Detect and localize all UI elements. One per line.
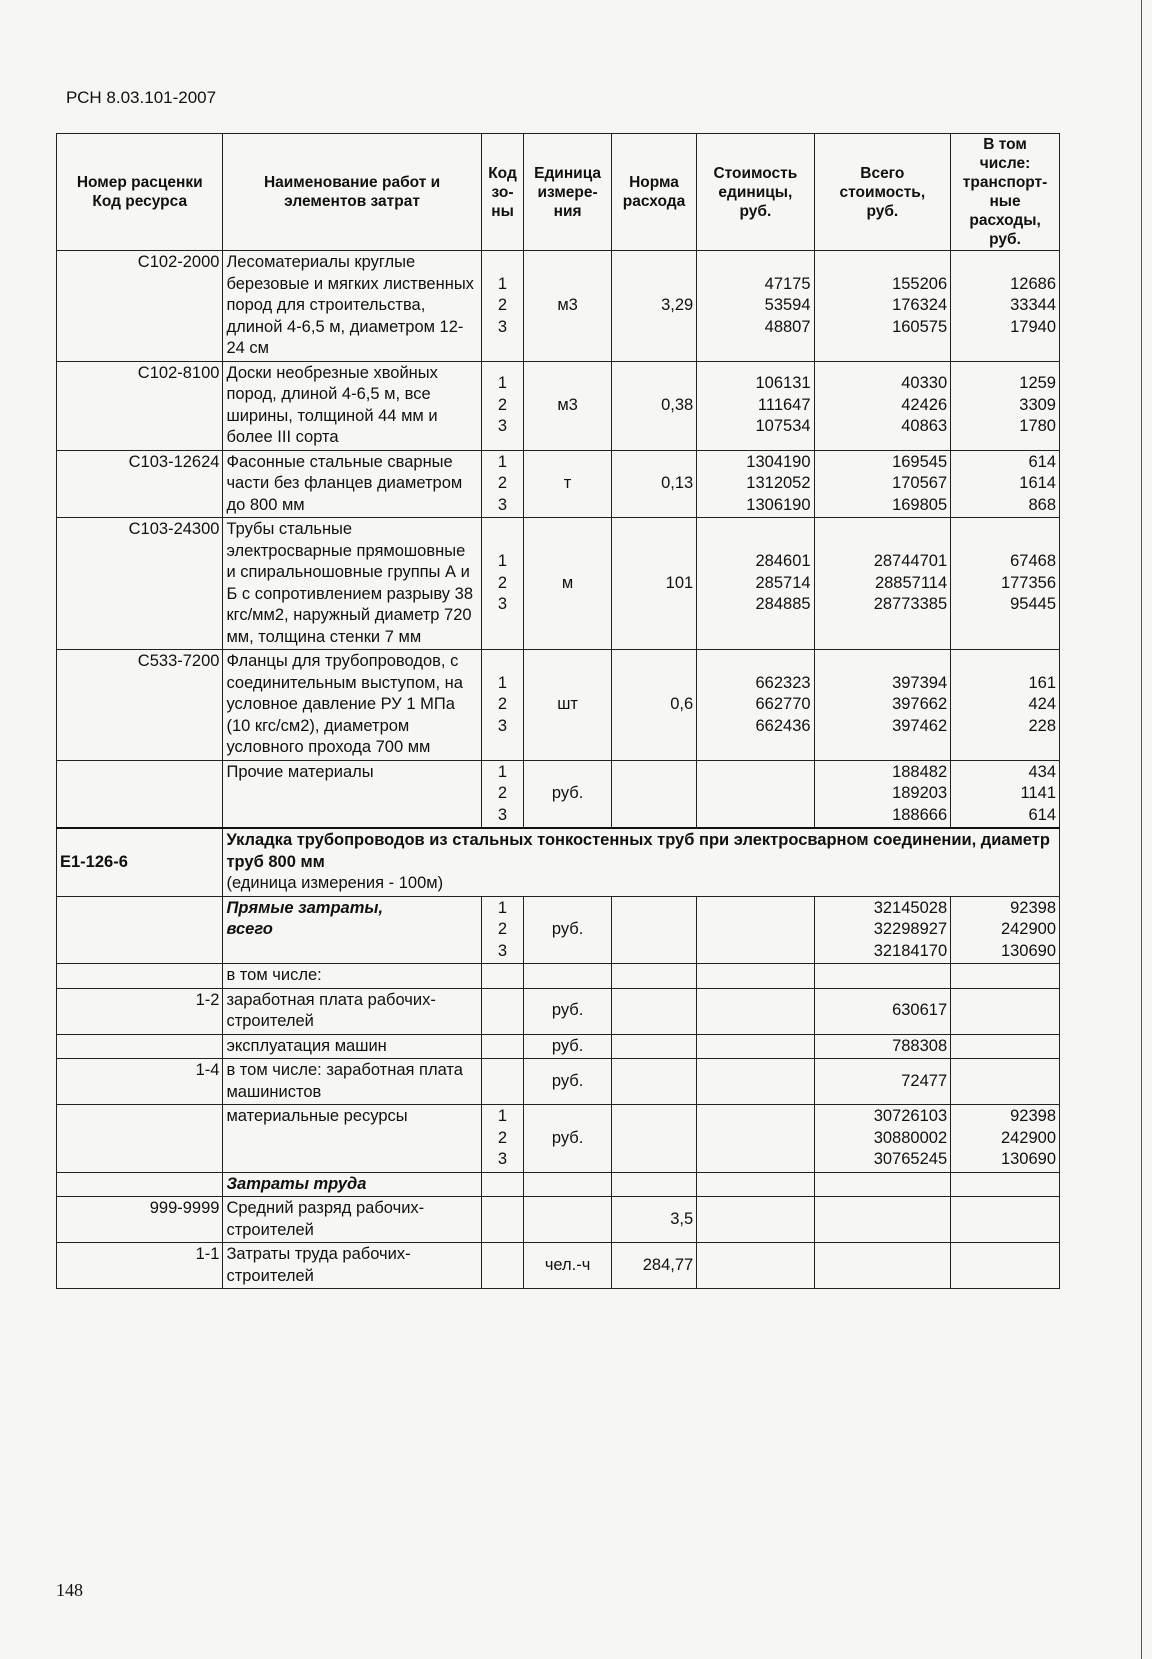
zone-codes: 1 2 3	[481, 518, 524, 650]
unit: руб.	[524, 1034, 611, 1059]
unit: м3	[524, 361, 611, 450]
transport-cost: 434 1141 614	[951, 760, 1060, 828]
price-table	[56, 133, 1060, 1289]
unit: руб.	[524, 760, 611, 828]
transport-cost: 614 1614 868	[951, 450, 1060, 518]
resource-name: Доски необрезные хвойных пород, длиной 4-6,5 м, все ширины, толщиной 44 мм и более III сорта	[223, 361, 481, 450]
zone-codes: 1 2 3	[481, 760, 524, 828]
resource-name: Лесоматериалы круглые березовые и мягких лиственных пород для строительства, длиной 4-6,5 м, диаметром 12-24 см	[223, 251, 481, 362]
total-cost: 28744701 28857114 28773385	[814, 518, 951, 650]
norm: 3,29	[611, 251, 696, 362]
section-unit-note: (единица измерения - 100м)	[226, 874, 444, 892]
total-cost: 40330 42426 40863	[814, 361, 951, 450]
table-row	[57, 988, 1060, 1034]
including-label: в том числе:	[223, 964, 481, 989]
table-row	[57, 361, 1060, 450]
table-row	[57, 1059, 1060, 1105]
total-cost: 72477	[814, 1059, 951, 1105]
zone-codes: 1 2 3	[481, 1105, 524, 1173]
total-cost: 788308	[814, 1034, 951, 1059]
zone-codes: 1 2 3	[481, 650, 524, 761]
norm	[611, 760, 696, 828]
zone-codes: 1 2 3	[481, 361, 524, 450]
resource-code: С102-2000	[57, 251, 223, 362]
table-row	[57, 650, 1060, 761]
column-header-total: Всего стоимость, руб.	[814, 134, 951, 251]
table-row	[57, 964, 1060, 989]
resource-code: С103-12624	[57, 450, 223, 518]
total-cost: 630617	[814, 988, 951, 1034]
cost-item-name: материальные ресурсы	[223, 1105, 481, 1173]
document-code: РСН 8.03.101-2007	[66, 88, 217, 107]
norm: 3,5	[611, 1197, 696, 1243]
unit-cost: 662323 662770 662436	[697, 650, 814, 761]
total-cost: 397394 397662 397462	[814, 650, 951, 761]
resource-code: 1-1	[57, 1243, 223, 1289]
transport-cost: 1259 3309 1780	[951, 361, 1060, 450]
column-header-transport: В том числе: транспорт- ные расходы, руб.	[951, 134, 1060, 251]
transport-cost: 12686 33344 17940	[951, 251, 1060, 362]
column-header-norm: Норма расхода	[611, 134, 696, 251]
table-row	[57, 1034, 1060, 1059]
unit: руб.	[524, 896, 611, 964]
column-header-code: Номер расценки Код ресурса	[57, 134, 223, 251]
total-cost: 188482 189203 188666	[814, 760, 951, 828]
unit: руб.	[524, 1059, 611, 1105]
unit-cost: 284601 285714 284885	[697, 518, 814, 650]
section-title: Укладка трубопроводов из стальных тонкостенных труб при электросварном соединении, диаметр труб 800 мм	[226, 831, 1050, 871]
resource-code: С103-24300	[57, 518, 223, 650]
unit-cost: 1304190 1312052 1306190	[697, 450, 814, 518]
norm: 0,6	[611, 650, 696, 761]
table-row	[57, 1172, 1060, 1197]
unit: шт	[524, 650, 611, 761]
column-header-unit: Единица измере- ния	[524, 134, 611, 251]
zone-codes: 1 2 3	[481, 896, 524, 964]
table-row	[57, 1243, 1060, 1289]
column-header-unit-cost: Стоимость единицы, руб.	[697, 134, 814, 251]
transport-cost: 92398 242900 130690	[951, 896, 1060, 964]
unit: м	[524, 518, 611, 650]
table-row	[57, 251, 1060, 362]
unit: руб.	[524, 1105, 611, 1173]
resource-code: 999-9999	[57, 1197, 223, 1243]
table-header-row	[57, 134, 1060, 251]
page-number: 148	[56, 1580, 83, 1600]
total-cost: 30726103 30880002 30765245	[814, 1105, 951, 1173]
zone-codes: 1 2 3	[481, 450, 524, 518]
direct-costs-label: Прямые затраты, всего	[223, 896, 481, 964]
resource-code: С102-8100	[57, 361, 223, 450]
cost-item-name: в том числе: заработная плата машинистов	[223, 1059, 481, 1105]
total-cost: 169545 170567 169805	[814, 450, 951, 518]
norm: 0,13	[611, 450, 696, 518]
norm: 284,77	[611, 1243, 696, 1289]
unit-cost	[697, 760, 814, 828]
table-row	[57, 518, 1060, 650]
column-header-zone: Код зо- ны	[481, 134, 524, 251]
labor-heading: Затраты труда	[223, 1172, 481, 1197]
resource-name: Трубы стальные электросварные прямошовные и спиральношовные группы А и Б с сопротивлением разрыву 38 кгс/мм2, наружный диаметр 720 мм, толщина стенки 7 мм	[223, 518, 481, 650]
resource-code: 1-2	[57, 988, 223, 1034]
zone-codes: 1 2 3	[481, 251, 524, 362]
resource-name: Фасонные стальные сварные части без фланцев диаметром до 800 мм	[223, 450, 481, 518]
total-cost: 155206 176324 160575	[814, 251, 951, 362]
transport-cost: 92398 242900 130690	[951, 1105, 1060, 1173]
unit-cost: 106131 111647 107534	[697, 361, 814, 450]
section-header-row	[57, 828, 1060, 896]
table-row	[57, 760, 1060, 828]
cost-item-name: Затраты труда рабочих-строителей	[223, 1243, 481, 1289]
total-cost: 32145028 32298927 32184170	[814, 896, 951, 964]
norm: 0,38	[611, 361, 696, 450]
page-edge-line	[1141, 0, 1142, 1659]
section-code: Е1-126-6	[57, 828, 223, 896]
column-header-name: Наименование работ и элементов затрат	[223, 134, 481, 251]
transport-cost: 67468 177356 95445	[951, 518, 1060, 650]
resource-name: Фланцы для трубопроводов, с соединительным выступом, на условное давление РУ 1 МПа (10 кгс/см2), диаметром условного прохода 700 мм	[223, 650, 481, 761]
unit: чел.-ч	[524, 1243, 611, 1289]
unit-cost: 47175 53594 48807	[697, 251, 814, 362]
unit: руб.	[524, 988, 611, 1034]
table-row	[57, 896, 1060, 964]
table-row	[57, 450, 1060, 518]
unit: м3	[524, 251, 611, 362]
cost-item-name: Средний разряд рабочих-строителей	[223, 1197, 481, 1243]
section-title-cell	[223, 828, 1060, 896]
transport-cost: 161 424 228	[951, 650, 1060, 761]
table-row	[57, 1197, 1060, 1243]
resource-code: С533-7200	[57, 650, 223, 761]
table-row	[57, 1105, 1060, 1173]
resource-code	[57, 760, 223, 828]
unit: т	[524, 450, 611, 518]
resource-name: Прочие материалы	[223, 760, 481, 828]
cost-item-name: эксплуатация машин	[223, 1034, 481, 1059]
resource-code: 1-4	[57, 1059, 223, 1105]
cost-item-name: заработная плата рабочих-строителей	[223, 988, 481, 1034]
norm: 101	[611, 518, 696, 650]
